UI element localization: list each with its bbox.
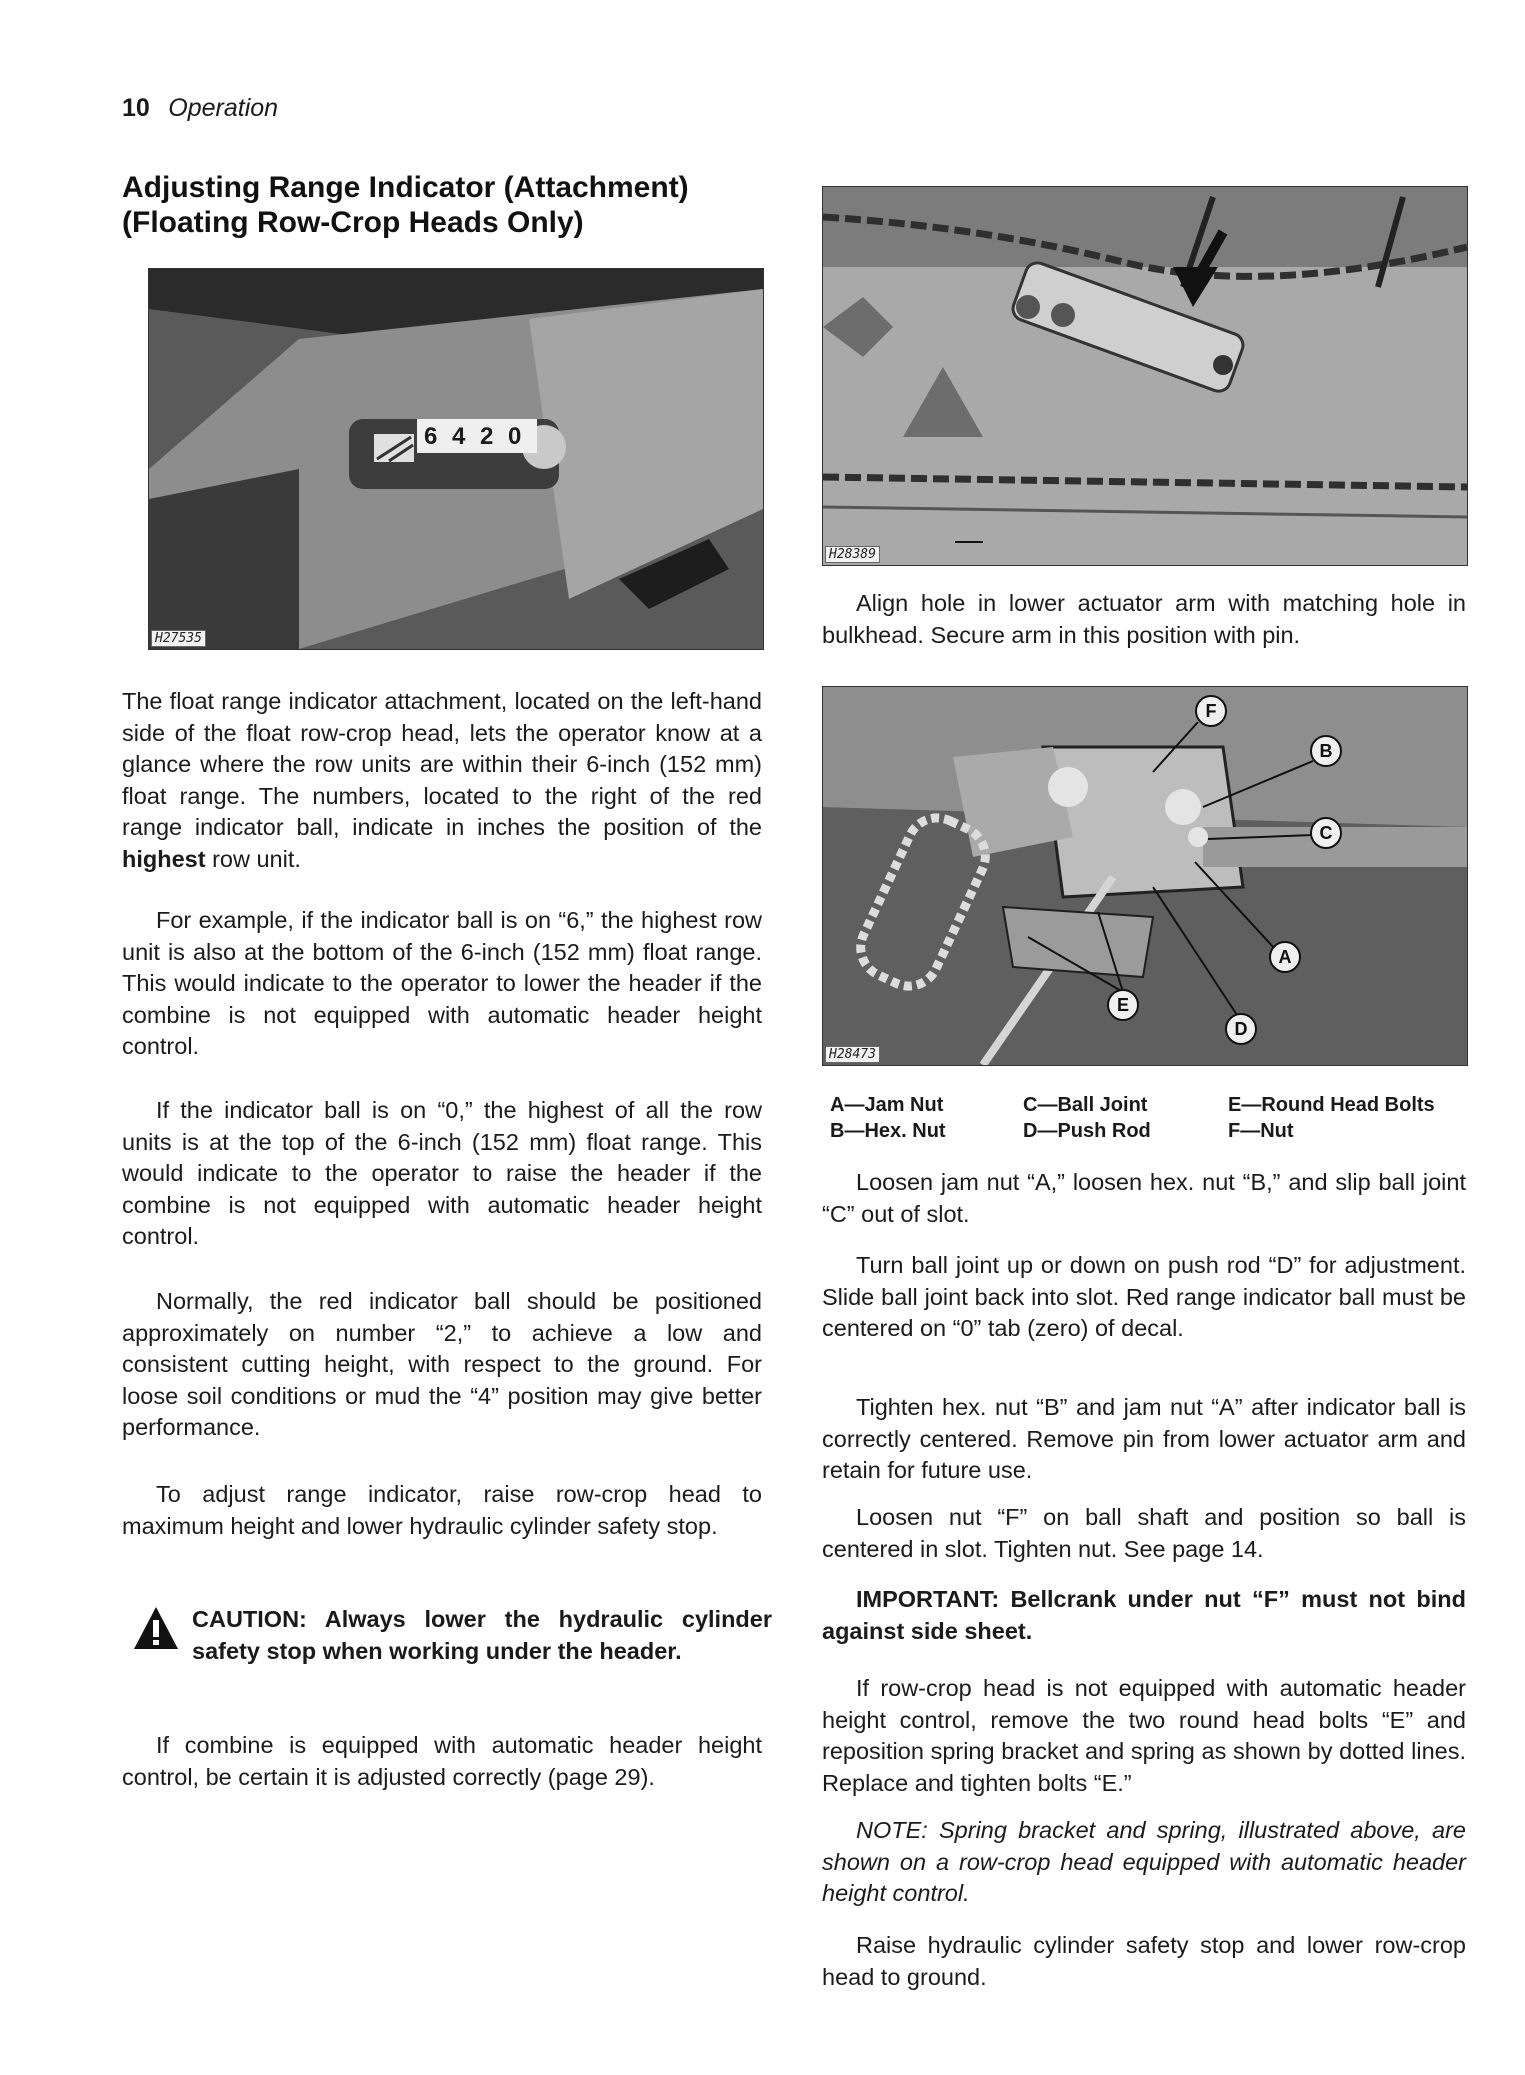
decal-number-6: 6 bbox=[424, 423, 438, 450]
paragraph-text: The float range indicator attachment, located on the left-hand side of the float row-crop head, lets the operator know at a glance where the row units are within their 6-inch (152 mm) float range. The numbers, located to the right of the red range indicator ball, indicate in inches the position of the bbox=[122, 688, 762, 840]
figure-1-tag: H27535 bbox=[151, 630, 206, 647]
linkage-photo bbox=[822, 686, 1468, 1066]
paragraph-text: row unit. bbox=[205, 845, 301, 872]
legend-b: B—Hex. Nut bbox=[830, 1120, 946, 1142]
emphasis-highest: highest bbox=[122, 845, 206, 872]
range-indicator-photo bbox=[148, 268, 764, 650]
title-line-2: (Floating Row-Crop Heads Only) bbox=[122, 206, 584, 239]
caution-text: CAUTION: Always lower the hydraulic cylinder safety stop when working under the header. bbox=[192, 1606, 772, 1664]
paragraph-raise-stop: Raise hydraulic cylinder safety stop and lower row-crop head to ground. bbox=[822, 1932, 1466, 1990]
paragraph-turn-ball-joint: Turn ball joint up or down on push rod “D” for adjustment. Slide ball joint back into slot. Red range indicator ball must be centered on “0” tab (zero) of decal. bbox=[822, 1252, 1466, 1341]
paragraph-loosen-jam-nut: Loosen jam nut “A,” loosen hex. nut “B,” and slip ball joint “C” out of slot. bbox=[822, 1169, 1466, 1227]
legend-e: E—Round Head Bolts bbox=[1228, 1094, 1435, 1116]
decal-number-0: 0 bbox=[508, 423, 522, 450]
legend-f: F—Nut bbox=[1228, 1120, 1294, 1142]
title-line-1: Adjusting Range Indicator (Attachment) bbox=[122, 171, 689, 204]
callout-d: D bbox=[1234, 1019, 1248, 1039]
paragraph-tighten-nuts: Tighten hex. nut “B” and jam nut “A” after indicator ball is correctly centered. Remove pin from lower actuator arm and retain for future use. bbox=[822, 1394, 1466, 1483]
decal-number-2: 2 bbox=[480, 423, 494, 450]
actuator-arm-photo bbox=[822, 186, 1468, 566]
note-spring-bracket: NOTE: Spring bracket and spring, illustrated above, are shown on a row-crop head equipped with automatic header height control. bbox=[822, 1817, 1466, 1906]
decal-number-4: 4 bbox=[452, 423, 466, 450]
section-name: Operation bbox=[168, 94, 279, 122]
callout-f: F bbox=[1205, 701, 1217, 721]
legend-a: A—Jam Nut bbox=[830, 1094, 944, 1116]
legend-c: C—Ball Joint bbox=[1023, 1094, 1148, 1116]
warning-triangle-icon bbox=[132, 1605, 180, 1651]
important-notice: IMPORTANT: Bellcrank under nut “F” must not bind against side sheet. bbox=[822, 1586, 1466, 1644]
legend-d: D—Push Rod bbox=[1023, 1120, 1151, 1142]
callout-e: E bbox=[1116, 995, 1130, 1015]
paragraph-loosen-nut-f: Loosen nut “F” on ball shaft and position so ball is centered in slot. Tighten nut. See page 14. bbox=[822, 1504, 1466, 1562]
paragraph-example-0: If the indicator ball is on “0,” the highest of all the row units is at the top of the 6-inch (152 mm) float range. This would indicate to the operator to raise the header if the combine is not equipped with automatic header height control. bbox=[122, 1097, 762, 1249]
page-number: 10 bbox=[122, 94, 150, 122]
figure-2-caption: Align hole in lower actuator arm with matching hole in bulkhead. Secure arm in this position with pin. bbox=[822, 590, 1466, 648]
callout-c: C bbox=[1319, 823, 1333, 843]
callout-a: A bbox=[1278, 947, 1292, 967]
page-header bbox=[122, 94, 278, 123]
paragraph-normal-position: Normally, the red indicator ball should be positioned approximately on number “2,” to achieve a low and consistent cutting height, with respect to the ground. For loose soil conditions or mud the “4” position may give better performance. bbox=[122, 1288, 762, 1440]
paragraph-adjust-start: To adjust range indicator, raise row-crop head to maximum height and lower hydraulic cylinder safety stop. bbox=[122, 1481, 762, 1539]
caution-block bbox=[122, 1603, 772, 1667]
paragraph-float-range bbox=[122, 686, 762, 875]
paragraph-no-auto-control: If row-crop head is not equipped with automatic header height control, remove the two round head bolts “E” and reposition spring bracket and spring as shown by dotted lines. Replace and tighten bolts “E.” bbox=[822, 1675, 1466, 1796]
paragraph-example-6: For example, if the indicator ball is on “6,” the highest row unit is also at the bottom of the 6-inch (152 mm) float range. This would indicate to the operator to lower the header if the combine is not equipped with automatic header height control. bbox=[122, 907, 762, 1059]
figure-3-tag: H28473 bbox=[825, 1046, 880, 1063]
callout-b: B bbox=[1319, 741, 1333, 761]
page-title bbox=[122, 170, 782, 240]
paragraph-auto-header: If combine is equipped with automatic header height control, be certain it is adjusted correctly (page 29). bbox=[122, 1732, 762, 1790]
figure-2-tag: H28389 bbox=[825, 546, 880, 563]
